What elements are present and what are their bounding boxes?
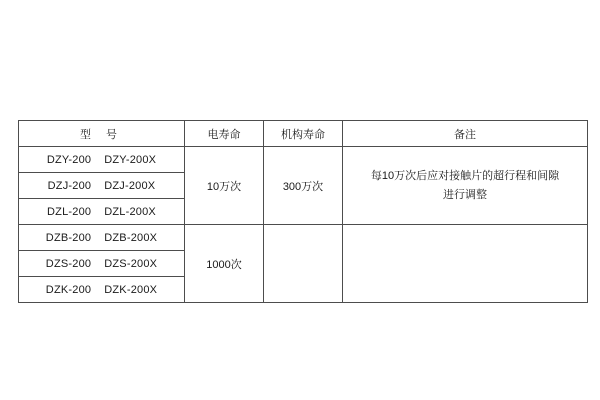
mechanical-life-cell-group2 [264, 225, 343, 303]
column-header-remark: 备注 [343, 121, 588, 147]
model-text: DZK-200 DZK-200X [45, 283, 158, 296]
model-text: DZY-200 DZY-200X [46, 153, 157, 166]
table-row [19, 225, 588, 251]
model-cell [19, 251, 185, 277]
mechanical-life-cell-group1: 300万次 [264, 147, 343, 225]
model-cell [19, 199, 185, 225]
column-header-electrical-life: 电寿命 [185, 121, 264, 147]
specification-table [18, 120, 588, 303]
remark-line-2: 进行调整 [443, 188, 487, 201]
remark-line-1: 每10万次后应对接触片的超行程和间隙 [370, 169, 560, 182]
column-header-model: 型 号 [19, 121, 185, 147]
electrical-life-cell-group1: 10万次 [185, 147, 264, 225]
remark-cell-group1 [343, 147, 588, 225]
column-header-mechanical-life: 机构寿命 [264, 121, 343, 147]
model-cell [19, 225, 185, 251]
model-cell [19, 147, 185, 173]
remark-cell-group2 [343, 225, 588, 303]
model-cell [19, 277, 185, 303]
model-cell [19, 173, 185, 199]
model-text: DZL-200 DZL-200X [47, 205, 156, 218]
model-text: DZJ-200 DZJ-200X [47, 179, 156, 192]
table-header-row [19, 121, 588, 147]
table-row [19, 147, 588, 173]
electrical-life-cell-group2: 1000次 [185, 225, 264, 303]
model-text: DZB-200 DZB-200X [45, 231, 158, 244]
model-text: DZS-200 DZS-200X [45, 257, 158, 270]
